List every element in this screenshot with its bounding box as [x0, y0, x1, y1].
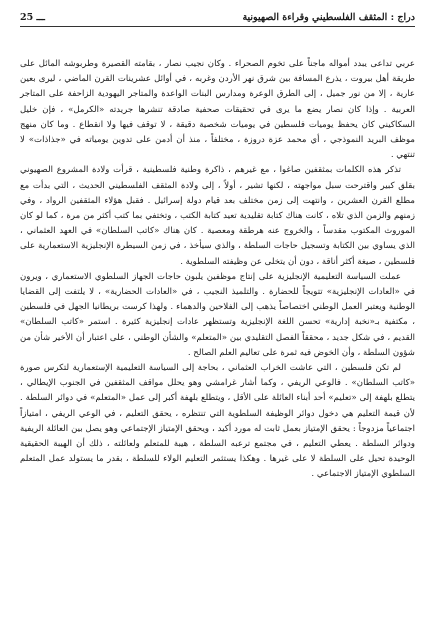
- running-header: [20, 12, 415, 27]
- running-title: دراج : المثقف الفلسطيني وقراءة الصهيونية: [242, 12, 415, 23]
- body-text: [20, 57, 415, 483]
- paragraph-3: عملت السياسة التعليمية الإنجليزية على إنتاج موظفين يلبون حاجات الجهاز السلطوي الاستعماري ، ويرون في «العادات الإنجليزية» تتويجاً للحضارة . والتلميذ النجيب ، في «العادات الحضارية» ، لا يلتفت إلى القضايا الوطنية ويعتبر العمل الوطني اختصاصاً يذهب إلى الفلاحين والدهماء . ولهذا كرست بريطانيا الجهل في فلسطين ، مكتفية بـ«نخبة إدارية» تحسن اللغة الإنجليزية وتستظهر عادات إنجليزية كثيرة . استمر «كاتب السلطان» القديم ، في شكل جديد ، محققاً الفصل التقليدي بين «المتعلم» والشأن الوطني ، على اعتبار أن الأخير شأن من شؤون السلطة ، وأن الخوض فيه ثمرة على تعاليم العلم الصالح .: [20, 271, 415, 358]
- paragraph-2: تذكر هذه الكلمات بمثقفين صاغوا ، مع غيرهم ، ذاكرة وطنية فلسطينية ، قرأت ولادة المشروع الصهيوني بقلق كبير واقترحت سبل مواجهته ، لكنها تشير ، أولاً ، إلى ولادة المثقف الفلسطيني الحديث ، التي بدأت مع مطلع القرن العشرين ، وانتهت إلى زمن مختلف بعد قيام دولة إسرائيل . فقبل هؤلاء المثقفين الرواد ، وفي زمنهم والزمن الذي تلاه ، كانت هناك كتابة تقليدية تعيد كتابة الكتب ، وتختفي بما كتب أكثر من مرة ، كما لو كان الموروث المكتوب مقدساً ، والخروج عنه هرطقة ومعصية . كان هناك «كاتب السلطان» في العهد العثماني ، الذي يساوي بين الكتابة وتسجيل حاجات السلطة ، والذي سيأخذ ، في زمن السيطرة الإنجليزية الاستعمارية على فلسطين ، صيغة أكثر أناقة ، دون أن يتخلى عن وظيفته السلطوية .: [20, 165, 415, 267]
- page-number: ـــ 25: [20, 12, 45, 23]
- paragraph-4: لم تكن فلسطين ، التي عاشت الخراب العثماني ، بحاجة إلى السياسة التعليمية الإستعمارية لتكرس صورة «كاتب السلطان» . فالوعي الريفي ، وكما أشار غرامشي وهو يحلل مواقف المثقفين في الجنوب الإيطالي ، يتطلع بلهفة إلى «تعليم» أحد أبناء العائلة على الأقل ، ويتطلع بلهفة أكبر إلى عمل «المتعلم» في دوائر السلطة . لأن قيمة التعليم هي دخول دوائر الوظيفة السلطوية التي تنتظره ، يحقق التعليم ، في الوعي الريفي ، امتيازاً اجتماعياً مزدوجاً : يحقق الإمتياز بعمل ثابت له مورد أكيد ، ويحقق الإمتياز الإجتماعي وهو يصل بين العائلة الريفية ودوائر السلطة . يعطي التعليم ، في مجتمع ترعبه السلطة ، هيبة للمتعلم ولعائلته ، ذلك أن الهيبة الحقيقية الوحيدة تحيل على السلطة لا على غيرها . وهكذا يستثمر التعليم الولاء للسلطة ، بقدر ما يستولد عمل المتعلم السلطوي الإمتياز الاجتماعي .: [20, 363, 415, 480]
- paragraph-1: عربي تداعى يبدد أمواله ماجناً على تخوم الصحراء . وكان نجيب نصار ، بقامته القصيرة وطربوشه المائل على طريقة أهل بيروت ، يذرع المسافة بين شرق نهر الأردن وغربه ، في أوائل عشرينات القرن الماضي ، ليرى بعين عارية ، إلا من نور جميل ، إلى الطرق الوعرة ومدارس البنات الواعدة والمتاجر اليهودية الزاحفة على المتاجر العربية . وإذا كان نصار يضع ما يرى في تحقيقات صحفية صادقة تنشرها جريدته «الكرمل» ، فإن خليل السكاكيني كان يحفظ يوميات فلسطين في يوميات شخصية دقيقة ، لا توقف فيها ولا انقطاع . وما كان منهج موظف البريد النموذجي ، أي محمد عزة دروزة ، مختلفاً ، منذ أن أدمن على تدوين يومياته في «جذاذات» لا تنتهي .: [20, 59, 415, 161]
